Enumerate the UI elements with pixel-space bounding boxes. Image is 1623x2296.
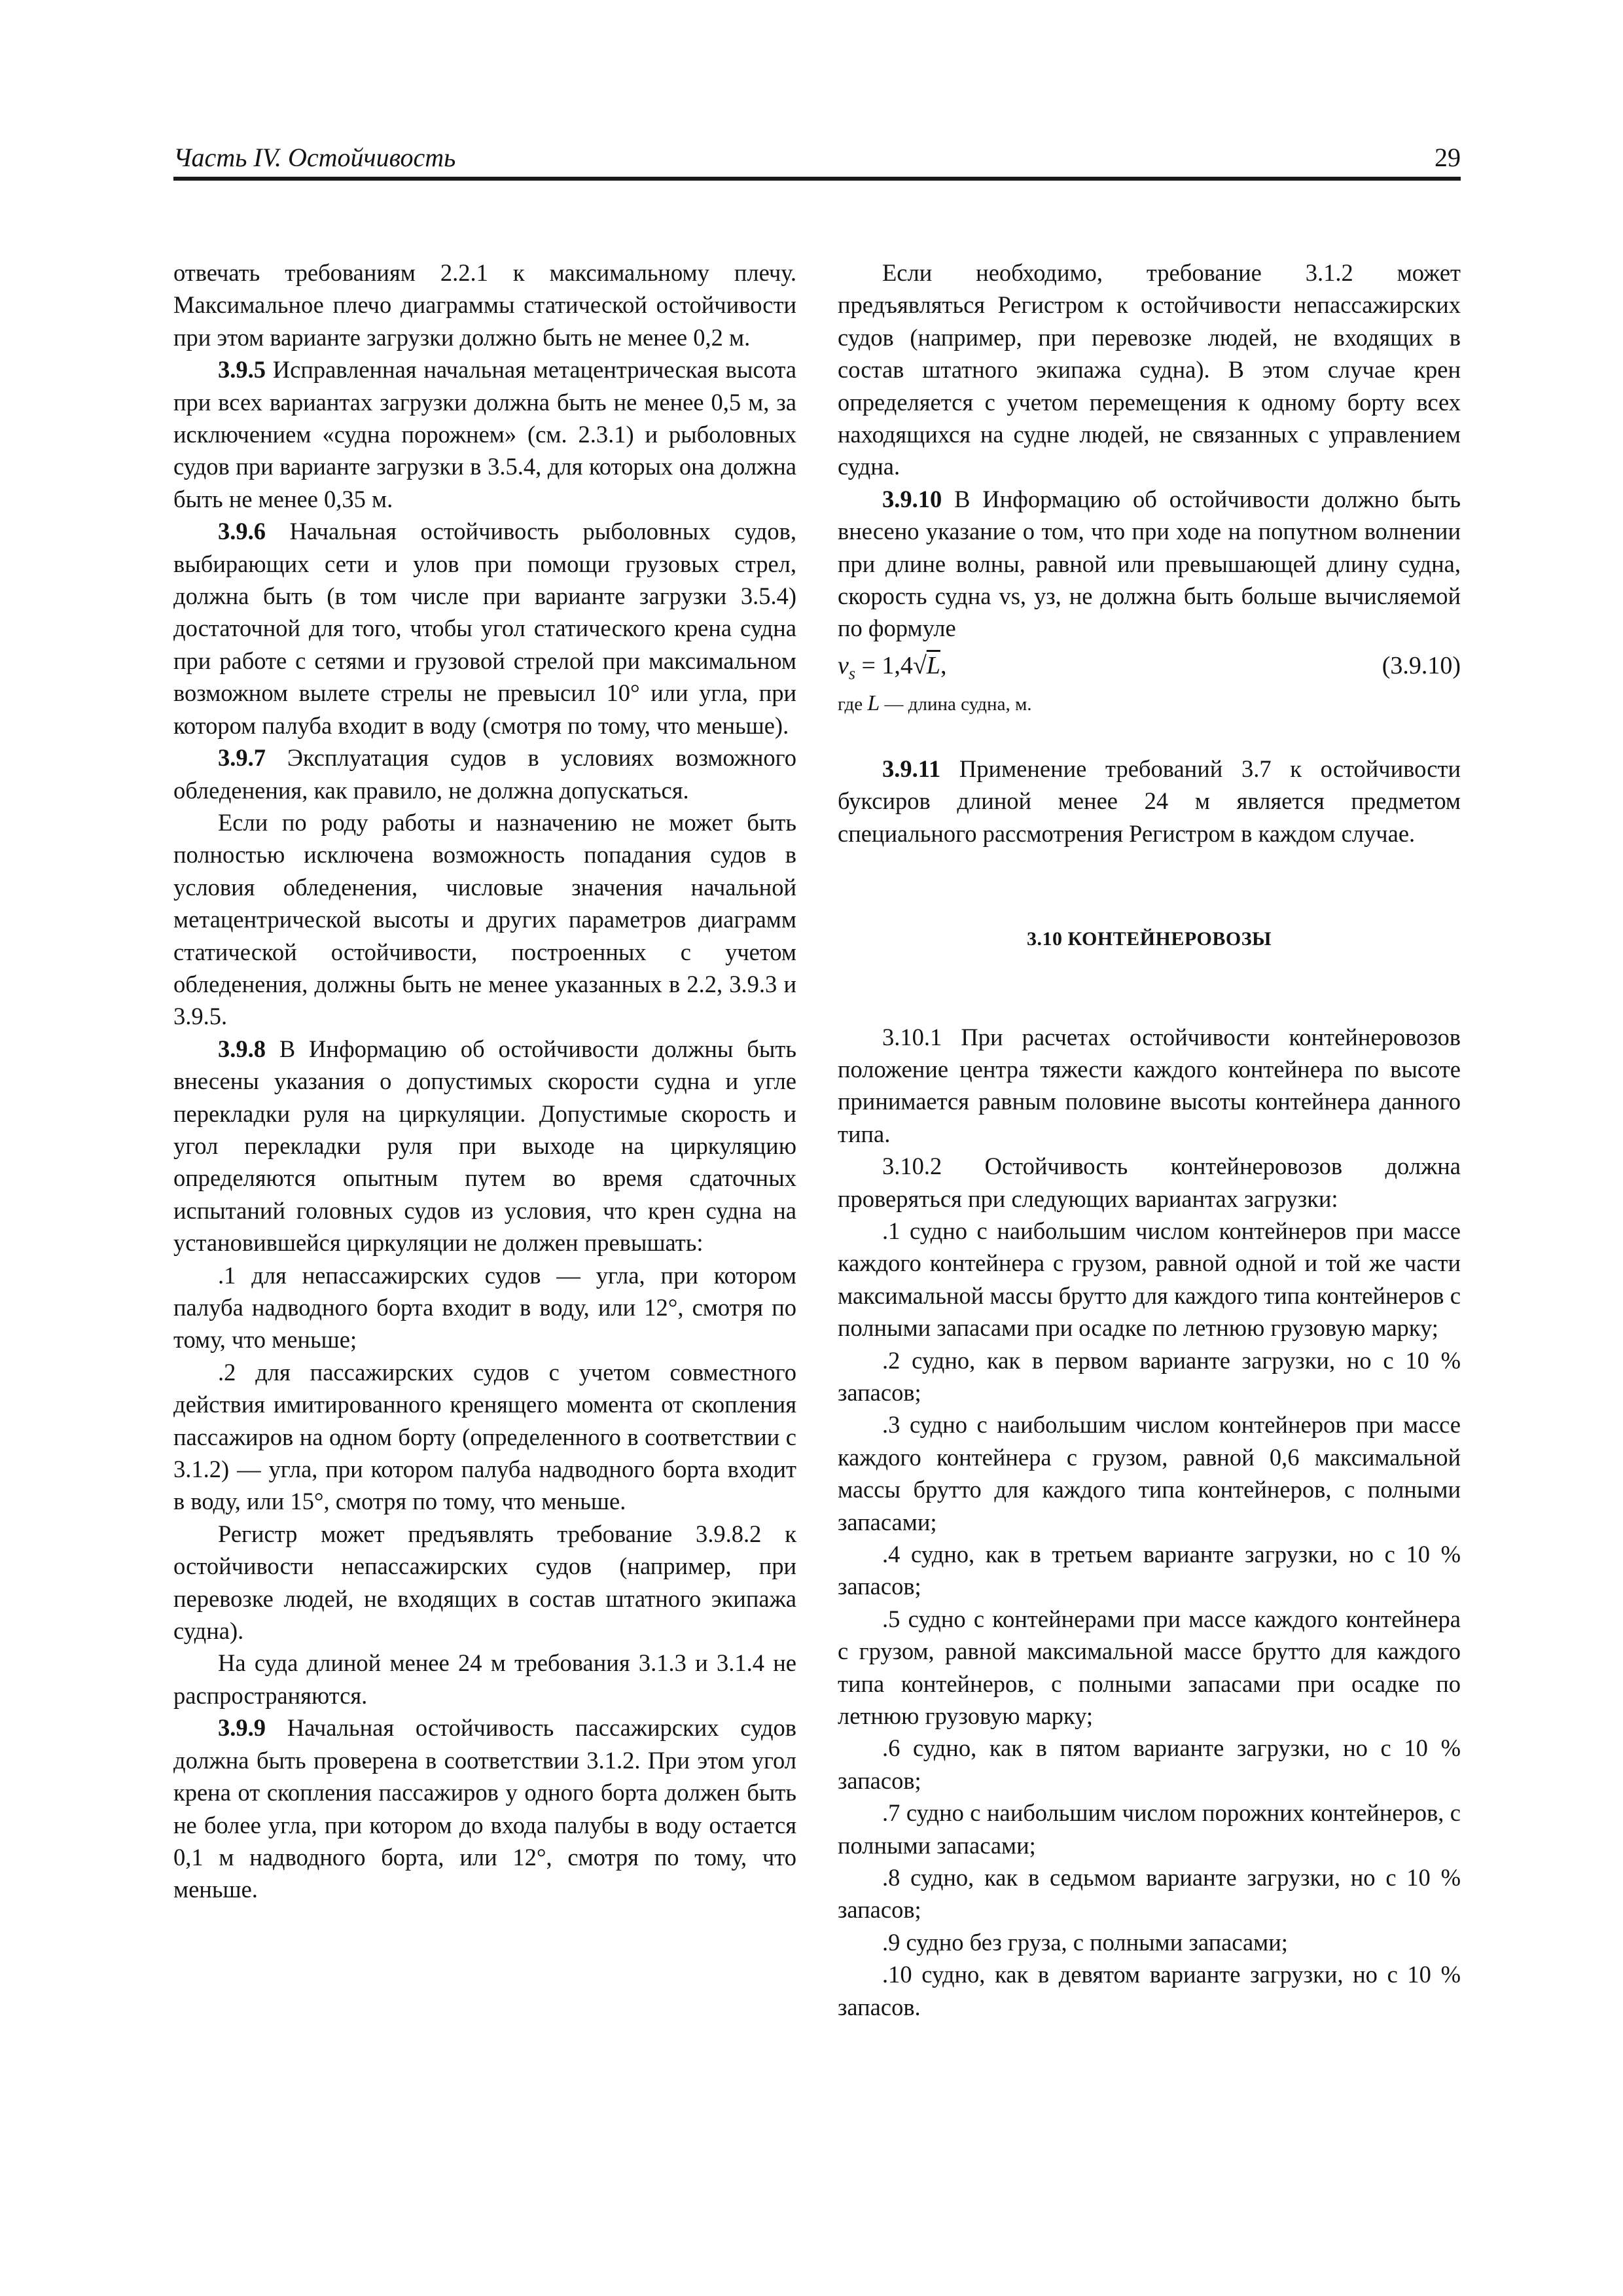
paragraph	[173, 515, 796, 742]
paragraph	[838, 1861, 1461, 1926]
paragraph-text: В Информацию об остойчивости должно быть внесено указание о том, что при ходе на попутном волнении при длине волны, равной или превышающей длину судна, скорость судна vs, уз, не должна быть больше вычисляемой по формуле	[838, 485, 1461, 642]
clause-number: 3.9.10	[882, 485, 942, 512]
paragraph	[838, 753, 1461, 850]
paragraph	[838, 1150, 1461, 1215]
paragraph	[173, 1259, 796, 1356]
paragraph	[838, 1344, 1461, 1409]
formula-number: (3.9.10)	[1382, 651, 1461, 679]
left-column	[173, 257, 796, 1906]
paragraph-text: .1 судно с наибольшим числом контейнеров при массе каждого контейнера с грузом, равной одной и той же части максимальной массы брутто для каждого типа контейнеров с полными запасами при осадке по летнюю грузовую марку;	[838, 1217, 1461, 1342]
paragraph-text: На суда длиной менее 24 м требования 3.1.3 и 3.1.4 не распространяются.	[173, 1649, 796, 1709]
paragraph-text: .3 судно с наибольшим числом контейнеров при массе каждого контейнера с грузом, равной 0,6 максимальной массы брутто для каждого типа контейнеров, с полными запасами;	[838, 1411, 1461, 1535]
paragraph	[838, 1926, 1461, 1958]
right-column	[838, 257, 1461, 2023]
right-column-top	[838, 257, 1461, 645]
clause-number: 3.9.7	[218, 744, 266, 772]
paragraph	[838, 1732, 1461, 1797]
paragraph-text: .8 судно, как в седьмом варианте загрузки, но с 10 % запасов;	[838, 1864, 1461, 1924]
paragraph	[838, 257, 1461, 483]
paragraph	[173, 257, 796, 353]
paragraph-text: 3.10.1 При расчетах остойчивости контейнеровозов положение центра тяжести каждого контейнера по высоте принимается равным половине высоты контейнера данного типа.	[838, 1023, 1461, 1147]
formula-subscript: s	[848, 664, 855, 683]
paragraph-text: Применение требований 3.7 к остойчивости буксиров длиной менее 24 м является предметом специального рассмотрения Регистром в каждом случае.	[838, 755, 1461, 847]
clause-number: 3.9.5	[218, 356, 266, 384]
paragraph	[173, 1356, 796, 1518]
paragraph	[838, 1021, 1461, 1151]
paragraph	[173, 1033, 796, 1259]
paragraph-text: .4 судно, как в третьем варианте загрузки, но с 10 % запасов;	[838, 1541, 1461, 1600]
paragraph	[173, 1647, 796, 1712]
clause-number: 3.9.6	[218, 518, 266, 545]
paragraph-text: Эксплуатация судов в условиях возможного обледенения, как правило, не должна допускаться.	[173, 744, 796, 804]
paragraph-text: .9 судно без груза, с полными запасами;	[882, 1928, 1288, 1956]
paragraph-text: .5 судно с контейнерами при массе каждого контейнера с грузом, равной максимальной массе брутто для каждого типа контейнеров, с полными запасами при осадке по летнюю грузовую марку;	[838, 1605, 1461, 1730]
formula-lhs: v	[838, 651, 849, 679]
right-column-mid	[838, 753, 1461, 850]
section-heading: 3.10 КОНТЕЙНЕРОВОЗЫ	[1027, 928, 1272, 950]
paragraph-text: 3.10.2 Остойчивость контейнеровозов должна проверяться при следующих вариантах загрузки:	[838, 1153, 1461, 1212]
formula-where	[838, 691, 1461, 717]
paragraph	[173, 742, 796, 806]
paragraph-text: .2 судно, как в первом варианте загрузки, но с 10 % запасов;	[838, 1346, 1461, 1406]
paragraph-text: Начальная остойчивость рыболовных судов, выбирающих сети и улов при помощи грузовых стрел, должна быть (в том числе при варианте загрузки 3.5.4) достаточной для того, чтобы угол статического крена судна при работе с сетями и грузовой стрелой при максимальном возможном вылете стрелы не превысил 10° или угла, при котором палуба входит в воду (смотря по тому, что меньше).	[173, 518, 796, 739]
formula-tail: ,	[940, 651, 947, 679]
clause-number: 3.9.9	[218, 1714, 266, 1742]
where-variable: L	[867, 691, 880, 715]
paragraph-text: .10 судно, как в девятом варианте загрузки, но с 10 % запасов.	[838, 1961, 1461, 2020]
formula-coefficient: = 1,4	[855, 651, 913, 679]
where-text: — длина судна, м.	[880, 693, 1032, 715]
paragraph	[838, 1958, 1461, 2023]
formula-expression	[838, 650, 946, 690]
paragraph-text: Регистр может предъявлять требование 3.9.8.2 к остойчивости непассажирских судов (например, при перевозке людей, не входящих в состав штатного экипажа судна).	[173, 1520, 796, 1645]
sqrt-icon: √	[912, 651, 927, 679]
paragraph-text: .1 для непассажирских судов — угла, при котором палуба надводного борта входит в воду, или 12°, смотря по тому, что меньше;	[173, 1261, 796, 1354]
paragraph	[838, 1797, 1461, 1861]
paragraph-text: .7 судно с наибольшим числом порожних контейнеров, с полными запасами;	[838, 1799, 1461, 1859]
paragraph-text: .6 судно, как в пятом варианте загрузки, но с 10 % запасов;	[838, 1734, 1461, 1794]
page-number: 29	[1435, 143, 1461, 172]
paragraph-text: В Информацию об остойчивости должны быть внесены указания о допустимых скорости судна и угле перекладки руля на циркуляции. Допустимые скорость и угол перекладки руля при выходе на циркуляцию определяются опытным путем во время сдаточных испытаний головных судов из условия, что крен судна на установившейся циркуляции не должен превышать:	[173, 1035, 796, 1257]
paragraph-text: Исправленная начальная метацентрическая высота при всех вариантах загрузки должна быть не менее 0,5 м, за исключением «судна порожнем» (см. 2.3.1) и рыболовных судов при варианте загрузки в 3.5.4, для которых она должна быть не менее 0,35 м.	[173, 356, 796, 512]
page-header	[173, 143, 1461, 181]
paragraph-text: Если по роду работы и назначению не может быть полностью исключена возможность попадания судов в условия обледенения, числовые значения начальной метацентрической высоты и других параметров диаграмм статической остойчивости, построенных с учетом обледенения, должны быть не менее указанных в 2.2, 3.9.3 и 3.9.5.	[173, 808, 796, 1030]
paragraph	[173, 1712, 796, 1905]
paragraph	[838, 1215, 1461, 1344]
paragraph	[838, 1408, 1461, 1538]
paragraph	[838, 483, 1461, 645]
where-prefix: где	[838, 693, 868, 715]
paragraph-text: отвечать требованиям 2.2.1 к максимальному плечу. Максимальное плечо диаграммы статической остойчивости при этом варианте загрузки должно быть не менее 0,2 м.	[173, 259, 796, 351]
running-title: Часть IV. Остойчивость	[173, 143, 456, 172]
paragraph-text: Если необходимо, требование 3.1.2 может предъявляться Регистром к остойчивости непассажирских судов (например, при перевозке людей, не входящих в состав штатного экипажа судна). В этом случае крен определяется с учетом перемещения к одному борту всех находящихся на судне людей, не связанных с управлением судна.	[838, 259, 1461, 480]
clause-number: 3.9.11	[882, 755, 941, 782]
paragraph	[173, 806, 796, 1033]
paragraph-text: Начальная остойчивость пассажирских судов должна быть проверена в соответствии 3.1.2. При этом угол крена от скопления пассажиров у одного борта должен быть не более угла, при котором до входа палубы в воду остается 0,1 м надводного борта, или 12°, смотря по тому, что меньше.	[173, 1714, 796, 1903]
paragraph	[838, 1538, 1461, 1603]
paragraph	[173, 1518, 796, 1647]
formula-sqrt-arg: L	[926, 651, 940, 679]
paragraph-text: .2 для пассажирских судов с учетом совместного действия имитированного кренящего момента от скопления пассажиров на одном борту (определенного в соответствии с 3.1.2) — угла, при котором палуба надводного борта входит в воду, или 15°, смотря по тому, что меньше.	[173, 1358, 796, 1515]
clause-number: 3.9.8	[218, 1035, 266, 1062]
paragraph	[838, 1603, 1461, 1732]
right-column-bottom	[838, 1021, 1461, 2024]
paragraph	[173, 353, 796, 515]
formula-3-9-10	[838, 647, 1461, 688]
